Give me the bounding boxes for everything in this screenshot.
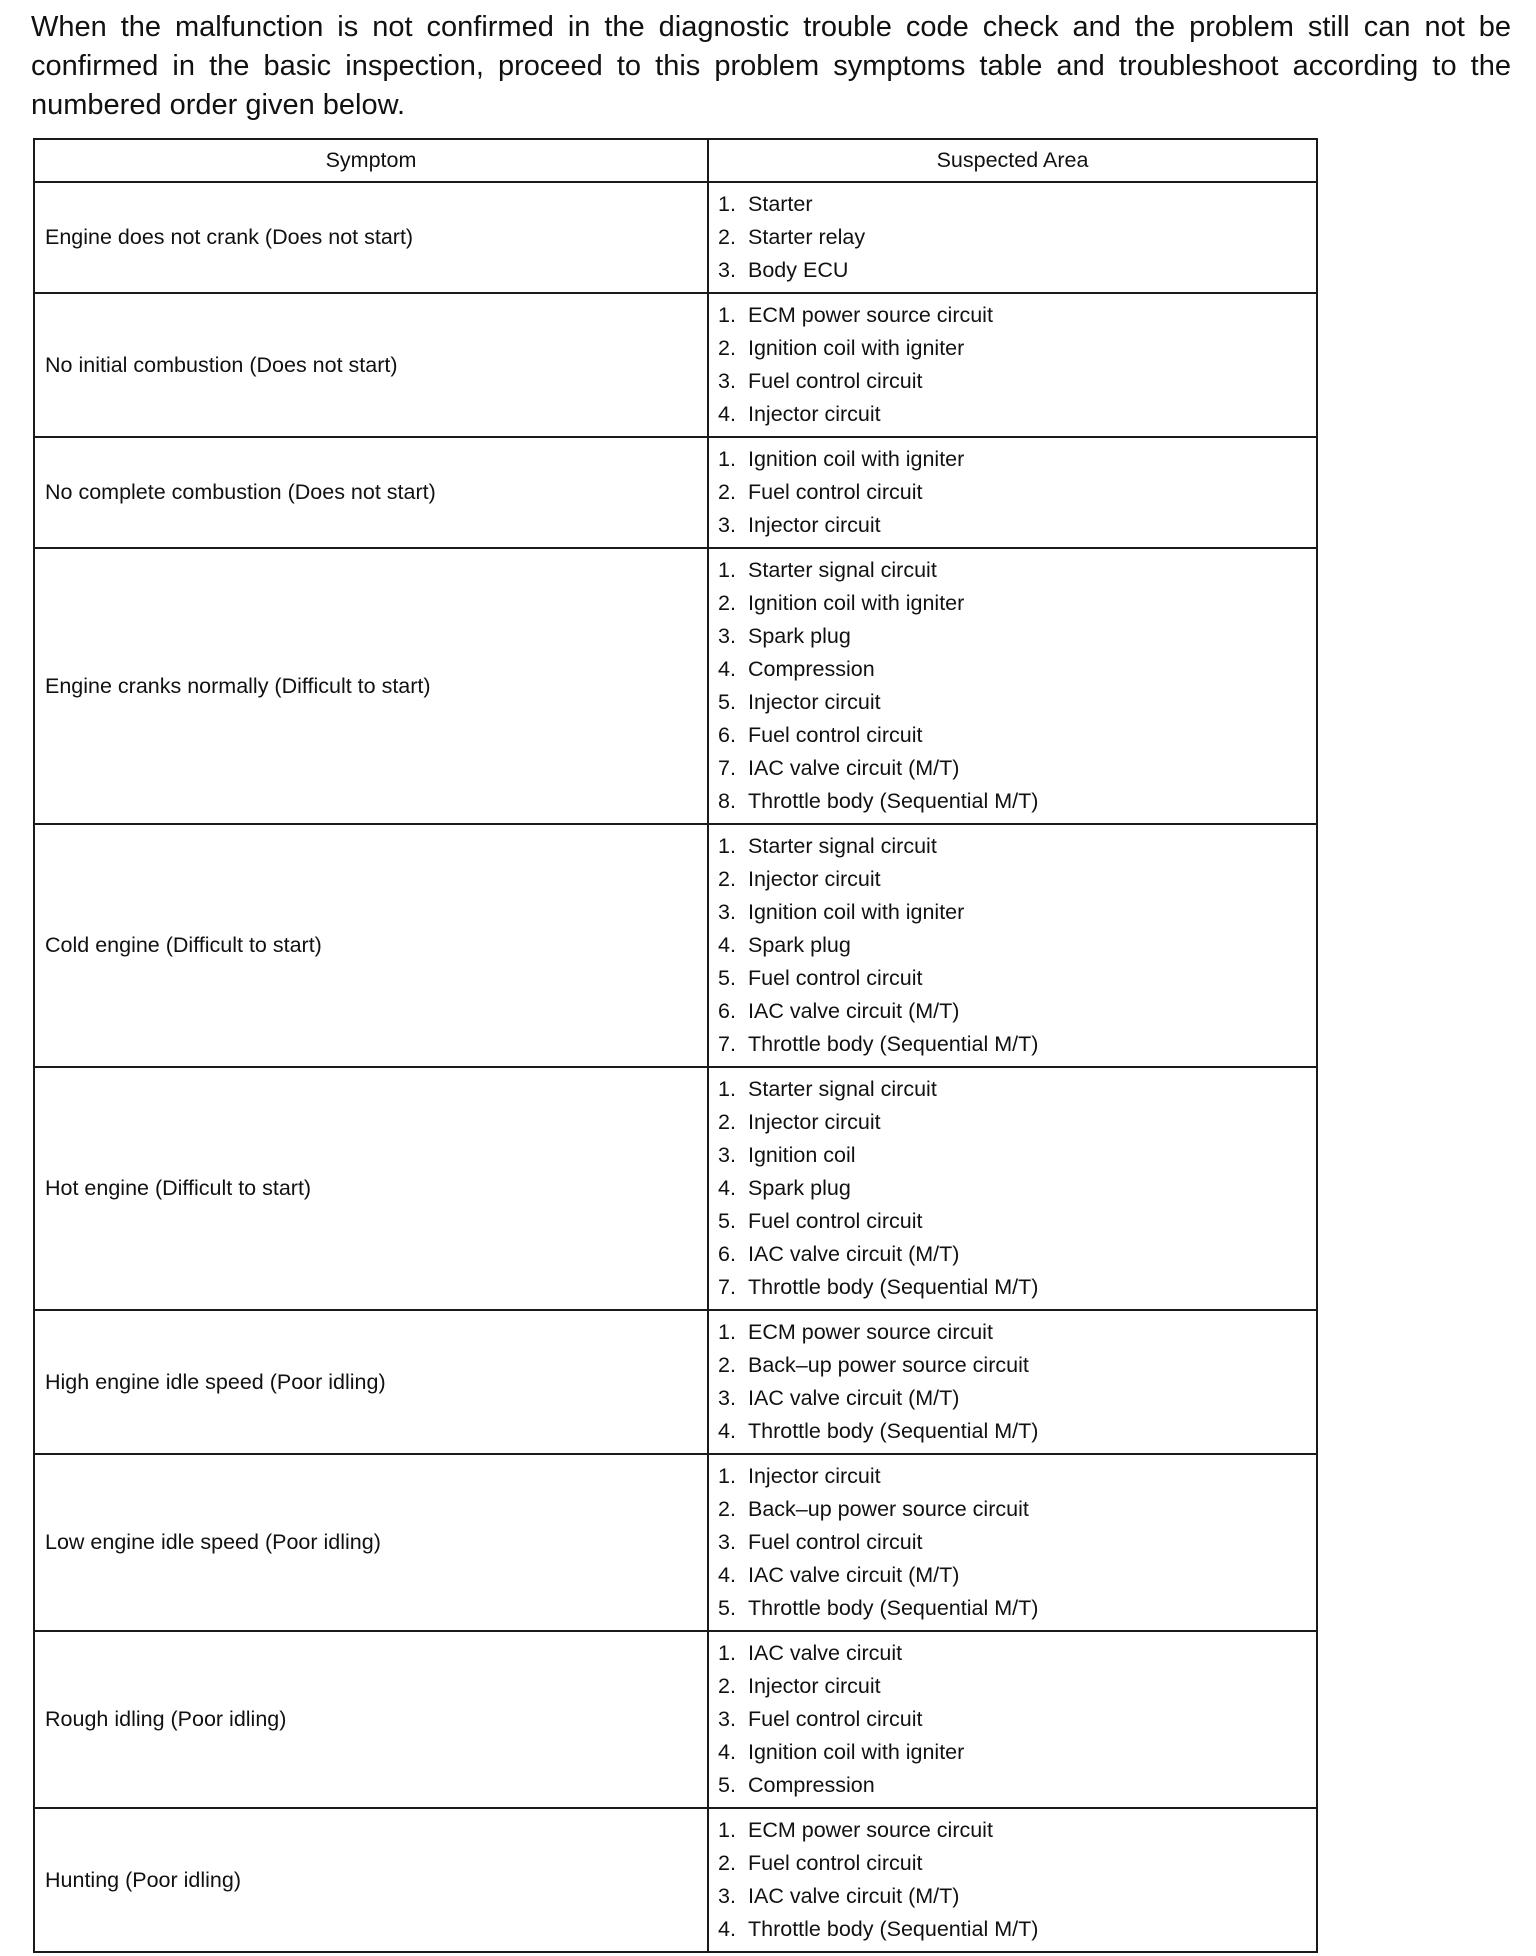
suspected-area-item [718, 1205, 1316, 1238]
item-number: 1. [718, 834, 736, 858]
suspected-area-cell [708, 437, 1317, 548]
suspected-area-item [718, 686, 1316, 719]
table-row [34, 182, 1317, 293]
item-number: 1. [718, 447, 736, 471]
suspected-area-item [718, 1913, 1316, 1946]
item-number: 8. [718, 789, 736, 813]
item-text: Injector circuit [748, 1464, 881, 1488]
table-body [34, 182, 1317, 1952]
item-text: Spark plug [748, 624, 851, 648]
suspected-area-item [718, 653, 1316, 686]
item-number: 3. [718, 1143, 736, 1167]
item-text: Starter signal circuit [748, 558, 937, 582]
item-text: Fuel control circuit [748, 966, 923, 990]
item-number: 5. [718, 690, 736, 714]
item-number: 5. [718, 1209, 736, 1233]
item-text: Starter signal circuit [748, 834, 937, 858]
item-text: IAC valve circuit (M/T) [748, 756, 960, 780]
item-text: ECM power source circuit [748, 1818, 993, 1842]
suspected-area-item [718, 896, 1316, 929]
symptom-cell: Engine cranks normally (Difficult to start) [34, 548, 708, 824]
item-text: Injector circuit [748, 1674, 881, 1698]
suspected-area-list [718, 1460, 1316, 1625]
item-number: 5. [718, 1773, 736, 1797]
item-text: Injector circuit [748, 513, 881, 537]
suspected-area-cell [708, 1808, 1317, 1952]
suspected-area-item [718, 1559, 1316, 1592]
item-text: Fuel control circuit [748, 1530, 923, 1554]
item-number: 2. [718, 1851, 736, 1875]
symptom-cell: Engine does not crank (Does not start) [34, 182, 708, 293]
item-text: Fuel control circuit [748, 480, 923, 504]
item-number: 3. [718, 1386, 736, 1410]
item-number: 4. [718, 933, 736, 957]
item-text: Throttle body (Sequential M/T) [748, 1275, 1039, 1299]
table-row [34, 1067, 1317, 1310]
suspected-area-item [718, 1769, 1316, 1802]
suspected-area-list [718, 443, 1316, 542]
item-number: 1. [718, 1818, 736, 1842]
item-text: Throttle body (Sequential M/T) [748, 1917, 1039, 1941]
suspected-area-item [718, 1847, 1316, 1880]
item-text: ECM power source circuit [748, 1320, 993, 1344]
item-text: Compression [748, 1773, 875, 1797]
item-number: 1. [718, 192, 736, 216]
item-text: IAC valve circuit (M/T) [748, 999, 960, 1023]
suspected-area-cell [708, 182, 1317, 293]
item-number: 6. [718, 999, 736, 1023]
suspected-area-item [718, 365, 1316, 398]
item-number: 1. [718, 558, 736, 582]
suspected-area-item [718, 188, 1316, 221]
item-text: Spark plug [748, 933, 851, 957]
item-text: Fuel control circuit [748, 723, 923, 747]
item-number: 3. [718, 258, 736, 282]
item-number: 4. [718, 1740, 736, 1764]
item-text: IAC valve circuit (M/T) [748, 1242, 960, 1266]
suspected-area-item [718, 299, 1316, 332]
suspected-area-item [718, 221, 1316, 254]
suspected-area-item [718, 1460, 1316, 1493]
suspected-area-cell [708, 1310, 1317, 1454]
item-number: 5. [718, 1596, 736, 1620]
suspected-area-item [718, 1349, 1316, 1382]
item-text: Back–up power source circuit [748, 1353, 1029, 1377]
item-text: Ignition coil with igniter [748, 336, 965, 360]
item-text: IAC valve circuit (M/T) [748, 1563, 960, 1587]
suspected-area-item [718, 332, 1316, 365]
item-number: 6. [718, 723, 736, 747]
suspected-area-item [718, 398, 1316, 431]
item-number: 3. [718, 1884, 736, 1908]
item-number: 2. [718, 336, 736, 360]
symptom-cell: Hot engine (Difficult to start) [34, 1067, 708, 1310]
suspected-area-item [718, 443, 1316, 476]
suspected-area-item [718, 1238, 1316, 1271]
item-text: Fuel control circuit [748, 1209, 923, 1233]
suspected-area-item [718, 1736, 1316, 1769]
item-text: Injector circuit [748, 867, 881, 891]
table-row [34, 1808, 1317, 1952]
item-number: 3. [718, 369, 736, 393]
item-number: 2. [718, 1497, 736, 1521]
item-number: 3. [718, 1530, 736, 1554]
suspected-area-list [718, 1637, 1316, 1802]
suspected-area-list [718, 554, 1316, 818]
item-text: Injector circuit [748, 1110, 881, 1134]
item-text: Ignition coil with igniter [748, 591, 965, 615]
item-text: Ignition coil [748, 1143, 856, 1167]
suspected-area-item [718, 1670, 1316, 1703]
suspected-area-list [718, 188, 1316, 287]
suspected-area-item [718, 929, 1316, 962]
table-row [34, 437, 1317, 548]
item-text: Fuel control circuit [748, 1851, 923, 1875]
symptom-cell: No complete combustion (Does not start) [34, 437, 708, 548]
item-number: 1. [718, 1641, 736, 1665]
item-text: Back–up power source circuit [748, 1497, 1029, 1521]
suspected-area-item [718, 1526, 1316, 1559]
suspected-area-item [718, 1703, 1316, 1736]
item-number: 2. [718, 867, 736, 891]
suspected-area-item [718, 1382, 1316, 1415]
item-text: Spark plug [748, 1176, 851, 1200]
item-number: 1. [718, 1320, 736, 1344]
item-number: 3. [718, 900, 736, 924]
item-number: 4. [718, 402, 736, 426]
item-text: Throttle body (Sequential M/T) [748, 1419, 1039, 1443]
suspected-area-item [718, 1172, 1316, 1205]
suspected-area-cell [708, 1454, 1317, 1631]
item-number: 2. [718, 1353, 736, 1377]
suspected-area-item [718, 863, 1316, 896]
item-number: 3. [718, 624, 736, 648]
table-row [34, 293, 1317, 437]
table-row [34, 548, 1317, 824]
suspected-area-item [718, 752, 1316, 785]
suspected-area-item [718, 587, 1316, 620]
item-number: 6. [718, 1242, 736, 1266]
suspected-area-item [718, 995, 1316, 1028]
item-text: Fuel control circuit [748, 1707, 923, 1731]
item-text: Throttle body (Sequential M/T) [748, 1596, 1039, 1620]
suspected-area-item [718, 1106, 1316, 1139]
table-header-row [34, 139, 1317, 182]
item-number: 2. [718, 225, 736, 249]
suspected-area-item [718, 620, 1316, 653]
suspected-area-list [718, 830, 1316, 1061]
suspected-area-cell [708, 1631, 1317, 1808]
symptom-cell: High engine idle speed (Poor idling) [34, 1310, 708, 1454]
item-text: Compression [748, 657, 875, 681]
suspected-area-item [718, 1139, 1316, 1172]
item-text: Ignition coil with igniter [748, 900, 965, 924]
item-number: 1. [718, 1464, 736, 1488]
item-text: Ignition coil with igniter [748, 447, 965, 471]
item-number: 4. [718, 1419, 736, 1443]
suspected-area-list [718, 1316, 1316, 1448]
item-number: 3. [718, 513, 736, 537]
item-text: ECM power source circuit [748, 303, 993, 327]
item-number: 2. [718, 480, 736, 504]
suspected-area-item [718, 1073, 1316, 1106]
item-text: Injector circuit [748, 402, 881, 426]
symptom-cell: Low engine idle speed (Poor idling) [34, 1454, 708, 1631]
suspected-area-item [718, 509, 1316, 542]
suspected-area-cell [708, 548, 1317, 824]
item-text: Starter signal circuit [748, 1077, 937, 1101]
item-number: 4. [718, 1176, 736, 1200]
item-number: 7. [718, 1032, 736, 1056]
suspected-area-item [718, 1415, 1316, 1448]
item-number: 2. [718, 1110, 736, 1134]
suspected-area-item [718, 785, 1316, 818]
item-number: 2. [718, 591, 736, 615]
intro-paragraph: When the malfunction is not confirmed in the diagnostic trouble code check and the problem still can not be confirmed in the basic inspection, proceed to this problem symptoms table and troubleshoot according to the numbered order given below. [31, 11, 1511, 121]
table-row [34, 824, 1317, 1067]
suspected-area-cell [708, 1067, 1317, 1310]
column-header-suspected-area: Suspected Area [708, 139, 1317, 182]
item-number: 5. [718, 966, 736, 990]
suspected-area-list [718, 1073, 1316, 1304]
suspected-area-item [718, 1880, 1316, 1913]
item-text: Body ECU [748, 258, 849, 282]
suspected-area-item [718, 719, 1316, 752]
suspected-area-item [718, 1637, 1316, 1670]
suspected-area-list [718, 299, 1316, 431]
item-number: 7. [718, 1275, 736, 1299]
item-text: IAC valve circuit (M/T) [748, 1884, 960, 1908]
suspected-area-item [718, 1592, 1316, 1625]
suspected-area-item [718, 476, 1316, 509]
item-text: Starter relay [748, 225, 866, 249]
table-row [34, 1631, 1317, 1808]
symptom-cell: Hunting (Poor idling) [34, 1808, 708, 1952]
item-text: Throttle body (Sequential M/T) [748, 1032, 1039, 1056]
suspected-area-item [718, 1271, 1316, 1304]
suspected-area-item [718, 1316, 1316, 1349]
suspected-area-list [718, 1814, 1316, 1946]
item-number: 4. [718, 1563, 736, 1587]
item-text: Injector circuit [748, 690, 881, 714]
symptom-cell: No initial combustion (Does not start) [34, 293, 708, 437]
problem-symptoms-table [33, 138, 1318, 1953]
column-header-symptom: Symptom [34, 139, 708, 182]
item-number: 3. [718, 1707, 736, 1731]
item-number: 7. [718, 756, 736, 780]
item-number: 1. [718, 1077, 736, 1101]
suspected-area-item [718, 554, 1316, 587]
suspected-area-item [718, 1814, 1316, 1847]
suspected-area-item [718, 830, 1316, 863]
item-text: Ignition coil with igniter [748, 1740, 965, 1764]
item-text: Fuel control circuit [748, 369, 923, 393]
suspected-area-cell [708, 293, 1317, 437]
item-text: Starter [748, 192, 813, 216]
suspected-area-item [718, 962, 1316, 995]
table-row [34, 1454, 1317, 1631]
item-text: Throttle body (Sequential M/T) [748, 789, 1039, 813]
suspected-area-item [718, 254, 1316, 287]
suspected-area-item [718, 1493, 1316, 1526]
symptom-cell: Cold engine (Difficult to start) [34, 824, 708, 1067]
item-text: IAC valve circuit [748, 1641, 903, 1665]
item-number: 1. [718, 303, 736, 327]
item-number: 2. [718, 1674, 736, 1698]
suspected-area-item [718, 1028, 1316, 1061]
symptom-cell: Rough idling (Poor idling) [34, 1631, 708, 1808]
table-row [34, 1310, 1317, 1454]
item-text: IAC valve circuit (M/T) [748, 1386, 960, 1410]
item-number: 4. [718, 657, 736, 681]
item-number: 4. [718, 1917, 736, 1941]
suspected-area-cell [708, 824, 1317, 1067]
